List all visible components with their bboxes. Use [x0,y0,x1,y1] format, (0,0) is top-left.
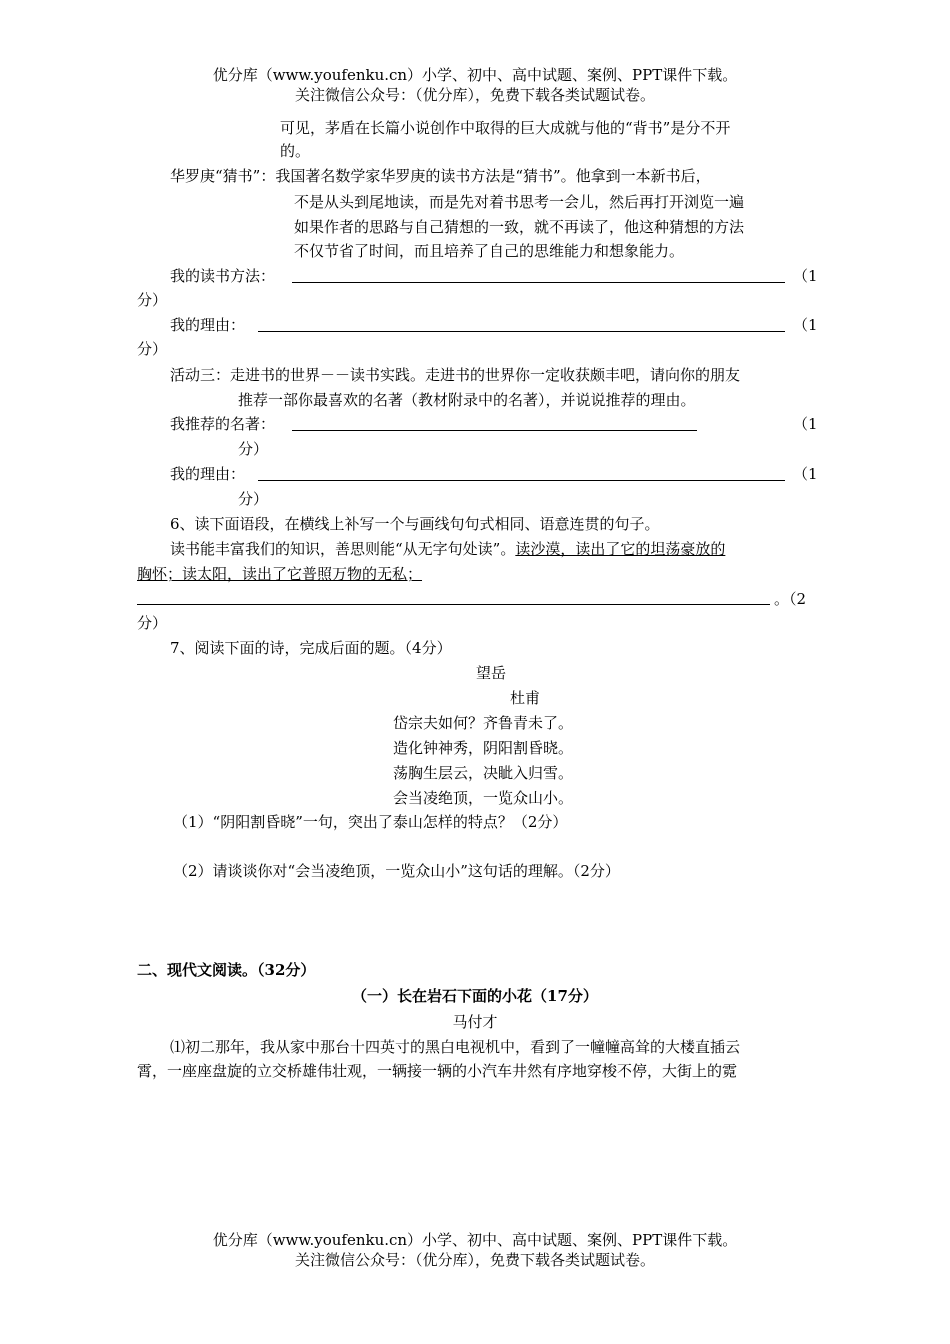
q7-sub-2: （2）请谈谈你对“会当凌绝顶，一览众山小”这句话的理解。（2分） [173,862,620,880]
para1-line-2: 霄，一座座盘旋的立交桥雄伟壮观，一辆接一辆的小汽车井然有序地穿梭不停，大街上的霓 [137,1062,738,1080]
activity3-line-2: 推荐一部你最喜欢的名著（教材附录中的名著），并说说推荐的理由。 [238,391,696,409]
recommend-label: 我推荐的名著： [170,415,276,433]
method-label: 我的读书方法： [170,267,276,285]
recommend-answer-line[interactable] [292,430,697,431]
poem-line-1: 岱宗夫如何？齐鲁青未了。 [393,714,574,732]
reason1-answer-line[interactable] [258,331,785,332]
method-points-end: 分） [137,291,168,309]
reason2-answer-line[interactable] [258,480,785,481]
q6-underlined-1: 读沙漠，读出了它的坦荡豪放的 [515,540,726,558]
poem-line-4: 会当凌绝顶，一览众山小。 [393,789,574,807]
recommend-points-end: 分） [238,440,269,458]
recommend-points: （1 [793,415,818,433]
maodun-line-1: 可见，茅盾在长篇小说创作中取得的巨大成就与他的“背书”是分不开 [280,119,731,137]
hualuogeng-line-1: 华罗庚“猜书”：我国著名数学家华罗庚的读书方法是“猜书”。他拿到一本新书后， [170,167,711,185]
para1-line-1: ⑴初二那年，我从家中那台十四英寸的黑白电视机中，看到了一幢幢高耸的大楼直插云 [170,1038,741,1056]
reason2-points: （1 [793,465,818,483]
hualuogeng-line-3: 如果作者的思路与自己猜想的一致，就不再读了，他这种猜想的方法 [294,218,745,236]
hualuogeng-line-4: 不仅节省了时间，而且培养了自己的思维能力和想象能力。 [294,242,685,260]
footer-line-1: 优分库（www.youfenku.cn）小学、初中、高中试题、案例、PPT课件下载。 [212,1231,738,1249]
poem-line-3: 荡胸生层云，决眦入归雪。 [393,764,574,782]
q6-underlined-2: 胸怀；读太阳，读出了它普照万物的无私； [137,565,423,583]
hualuogeng-line-2: 不是从头到尾地读，而是先对着书思考一会儿，然后再打开浏览一遍 [294,193,745,211]
q6-end-mark: 。（2 [774,590,807,608]
q6-title: 6、读下面语段，在横线上补写一个与画线句句式相同、语意连贯的句子。 [170,515,660,533]
poem-line-2: 造化钟神秀，阴阳割昏晓。 [393,739,574,757]
reason1-points-end: 分） [137,340,168,358]
section2-heading: 二、现代文阅读。（32分） [137,961,316,979]
reason2-points-end: 分） [238,490,269,508]
header-line-1: 优分库（www.youfenku.cn）小学、初中、高中试题、案例、PPT课件下载。 [212,66,738,84]
reason2-label: 我的理由： [170,465,246,483]
q7-title: 7、阅读下面的诗，完成后面的题。（4分） [170,639,452,657]
method-answer-line[interactable] [292,282,785,283]
article-author: 马付才 [452,1013,498,1031]
reason1-points: （1 [793,316,818,334]
q7-sub-1: （1）“阴阳割昏晓”一句，突出了泰山怎样的特点？（2分） [173,813,568,831]
header-line-2: 关注微信公众号：（优分库），免费下载各类试题试卷。 [294,86,655,104]
maodun-line-2: 的。 [280,142,311,160]
method-points: （1 [793,267,818,285]
activity3-line-1: 活动三：走进书的世界－－读书实践。走进书的世界你一定收获颇丰吧，请向你的朋友 [170,366,741,384]
q6-text-line-1 [170,538,725,560]
footer-line-2: 关注微信公众号：（优分库），免费下载各类试题试卷。 [294,1251,655,1269]
q6-answer-line[interactable] [137,604,770,605]
poem-author: 杜甫 [510,689,541,707]
q6-text-start: 读书能丰富我们的知识，善思则能“从无字句处读”。 [170,540,516,558]
reason1-label: 我的理由： [170,316,246,334]
article-title: （一）长在岩石下面的小花（17分） [352,987,598,1005]
poem-title: 望岳 [476,664,507,682]
q6-points-end: 分） [137,614,168,632]
